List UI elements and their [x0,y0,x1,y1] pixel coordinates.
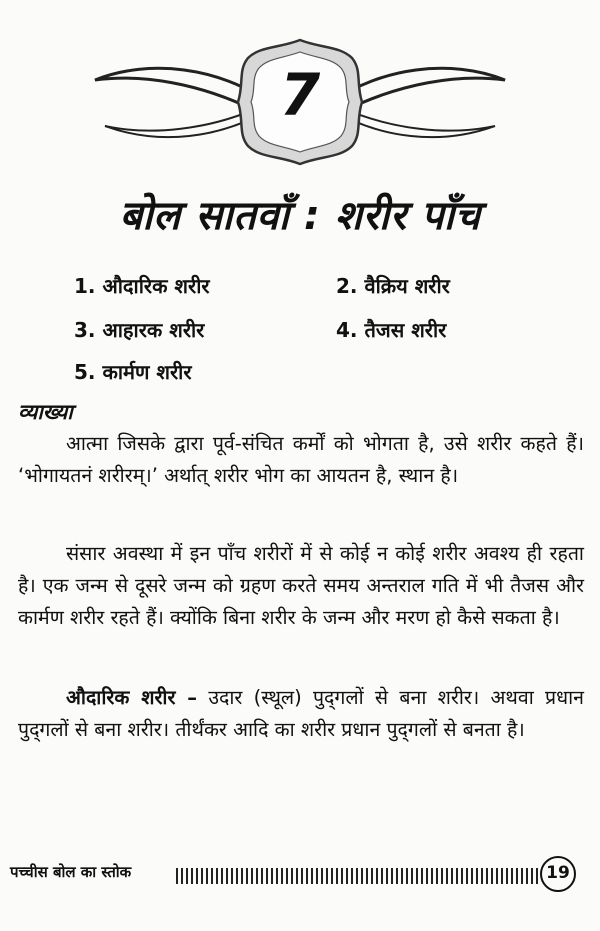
list-item: 2. वैक्रिय शरीर [336,274,450,298]
paragraph [18,538,584,634]
list-item: 3. आहारक शरीर [74,318,205,342]
paragraph-text: संसार अवस्था में इन पाँच शरीरों में से कोई न कोई शरीर अवश्य ही रहता है। एक जन्म से दूसरे जन्म को ग्रहण करते समय अन्तराल गति में भी तैजस और कार्मण शरीर रहते हैं। क्योंकि बिना शरीर के जन्म और मरण हो कैसे सकता है। [18,542,584,629]
page-title: बोल सातवाँ : शरीर पाँच [119,193,481,239]
footer-book-title: पच्चीस बोल का स्तोक [10,863,132,881]
list-item: 5. कार्मण शरीर [74,360,192,384]
chapter-number: 7 [279,61,321,129]
paragraph [18,682,584,746]
paragraph-lead: औदारिक शरीर – [66,686,198,709]
list-item: 1. औदारिक शरीर [74,274,210,298]
page-footer [0,856,600,896]
page-number-badge: 19 [540,856,576,892]
paragraph-text: आत्मा जिसके द्वारा पूर्व-संचित कर्मों को भोगता है, उसे शरीर कहते हैं। ‘भोगायतनं शरीरम्।’ अर्थात् शरीर भोग का आयतन है, स्थान है। [18,432,584,487]
paragraph [18,428,584,492]
section-heading: व्याख्या [18,400,73,424]
footer-rule-icon [176,868,538,884]
paragraph-text: उदार (स्थूल) पुद्‌गलों से बना शरीर। अथवा प्रधान पुद्‌गलों से बना शरीर। तीर्थंकर आदि का शरीर प्रधान पुद्‌गलों से बनता है। [18,686,584,741]
list-item: 4. तैजस शरीर [336,318,447,342]
